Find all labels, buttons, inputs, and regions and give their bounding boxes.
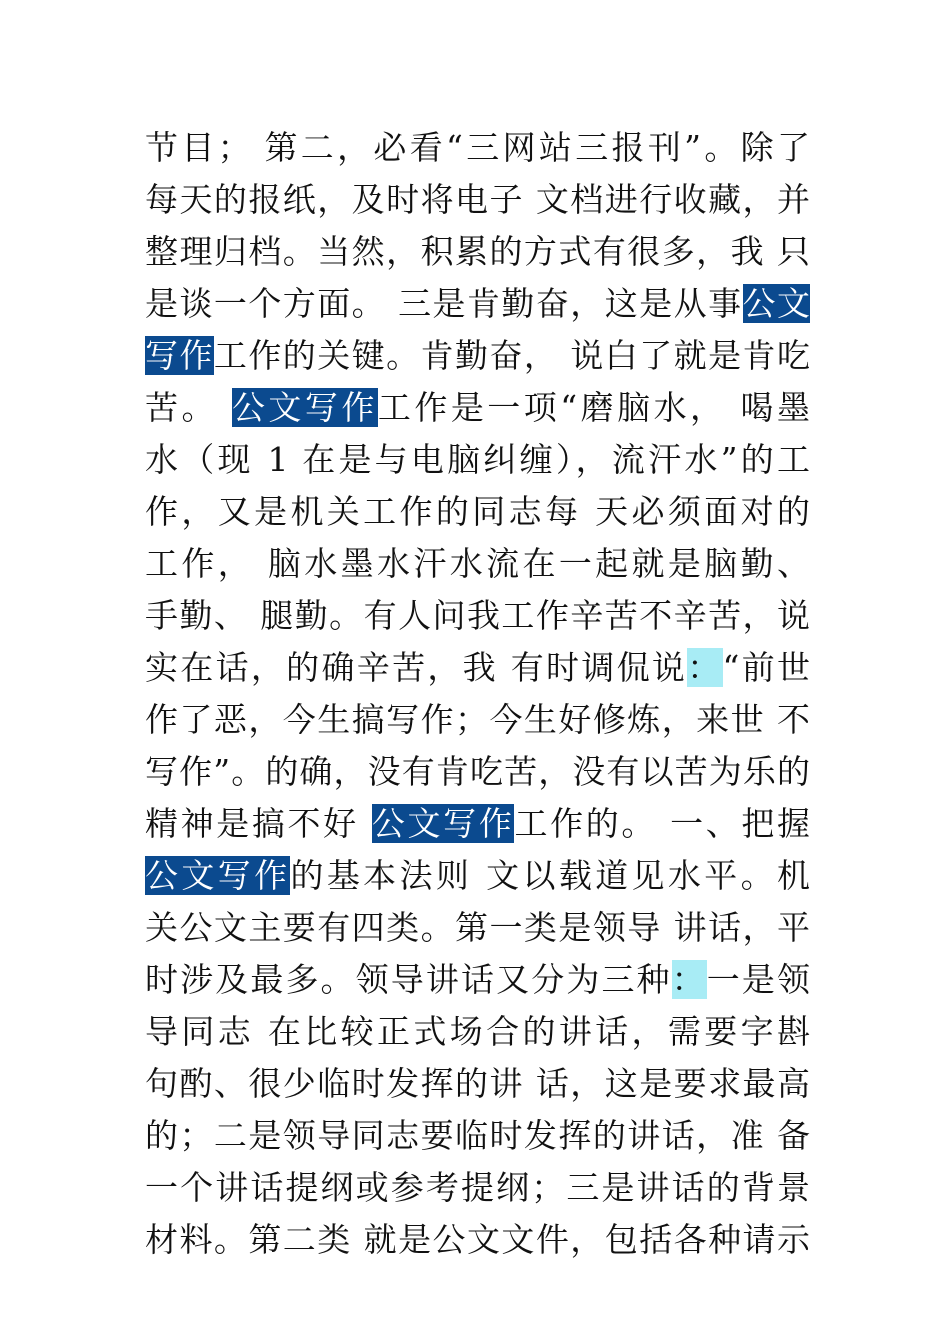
text-run: 的基本法则 文以载道见水平。机 bbox=[290, 856, 810, 895]
text-line bbox=[145, 590, 810, 642]
text-run: 是谈一个方面。 三是肯勤奋，这是从事 bbox=[145, 284, 743, 323]
highlighted-term: 公文写作 bbox=[231, 388, 378, 427]
text-line bbox=[145, 798, 810, 850]
highlighted-term: 公文写作 bbox=[371, 804, 515, 843]
text-run: 实在话，的确辛苦，我 有时调侃说 bbox=[145, 648, 688, 687]
text-run: 精神是搞不好 bbox=[145, 804, 372, 843]
text-run: 句酌、很少临时发挥的讲 话，这是要求最高 bbox=[145, 1064, 810, 1103]
text-run: 工作的关键。肯勤奋， 说白了就是肯吃 bbox=[213, 336, 810, 375]
text-run: 导同志 在比较正式场合的讲话，需要字斟 bbox=[145, 1012, 810, 1051]
text-line bbox=[145, 538, 810, 590]
text-line bbox=[145, 746, 810, 798]
text-run: 作了恶，今生搞写作；今生好修炼，来世 不 bbox=[145, 700, 810, 739]
text-line bbox=[145, 694, 810, 746]
text-line bbox=[145, 174, 810, 226]
text-run: 手勤、 腿勤。有人问我工作辛苦不辛苦，说 bbox=[145, 596, 810, 635]
text-line bbox=[145, 1058, 810, 1110]
text-run: “前世 bbox=[722, 648, 810, 687]
highlighted-term: 公文写作 bbox=[145, 856, 291, 895]
text-run: 节目； 第二，必看“三网站三报刊”。除了 bbox=[145, 128, 810, 167]
text-run: 苦。 bbox=[145, 388, 232, 427]
text-line bbox=[145, 1214, 810, 1266]
text-line bbox=[145, 382, 810, 434]
text-run: 工作， 脑水墨水汗水流在一起就是脑勤、 bbox=[145, 544, 810, 583]
text-run: 每天的报纸，及时将电子 文档进行收藏，并 bbox=[145, 180, 810, 219]
text-run: 材料。第二类 就是公文文件，包括各种请示 bbox=[145, 1220, 810, 1259]
highlighted-colon: ： bbox=[687, 648, 723, 687]
text-run: 的；二是领导同志要临时发挥的讲话，准 备 bbox=[145, 1116, 810, 1155]
text-run: 一是领 bbox=[706, 960, 810, 999]
text-run: 工作的。 一、把握 bbox=[514, 804, 810, 843]
text-run: 关公文主要有四类。第一类是领导 讲话，平 bbox=[145, 908, 810, 947]
text-line bbox=[145, 850, 810, 902]
text-run: 写作”。的确，没有肯吃苦，没有以苦为乐的 bbox=[145, 752, 810, 791]
text-run: 水（现 1 在是与电脑纠缠），流汗水”的工 bbox=[145, 440, 810, 479]
text-run: 整理归档。当然，积累的方式有很多，我 只 bbox=[145, 232, 810, 271]
highlighted-term: 写作 bbox=[145, 336, 214, 375]
text-line bbox=[145, 226, 810, 278]
text-line bbox=[145, 278, 810, 330]
body-text bbox=[145, 122, 810, 1266]
text-line bbox=[145, 642, 810, 694]
text-line bbox=[145, 902, 810, 954]
text-line bbox=[145, 486, 810, 538]
text-run: 一个讲话提纲或参考提纲；三是讲话的背景 bbox=[145, 1168, 810, 1207]
text-run: 作，又是机关工作的同志每 天必须面对的 bbox=[145, 492, 810, 531]
text-line bbox=[145, 1162, 810, 1214]
text-line bbox=[145, 330, 810, 382]
highlighted-term: 公文 bbox=[742, 284, 810, 323]
text-line bbox=[145, 1110, 810, 1162]
text-line bbox=[145, 1006, 810, 1058]
text-run: 时涉及最多。领导讲话又分为三种 bbox=[145, 960, 672, 999]
text-run: 工作是一项“磨脑水， 喝墨 bbox=[377, 388, 810, 427]
text-line bbox=[145, 434, 810, 486]
text-line bbox=[145, 954, 810, 1006]
text-line bbox=[145, 122, 810, 174]
highlighted-colon: ： bbox=[671, 960, 707, 999]
